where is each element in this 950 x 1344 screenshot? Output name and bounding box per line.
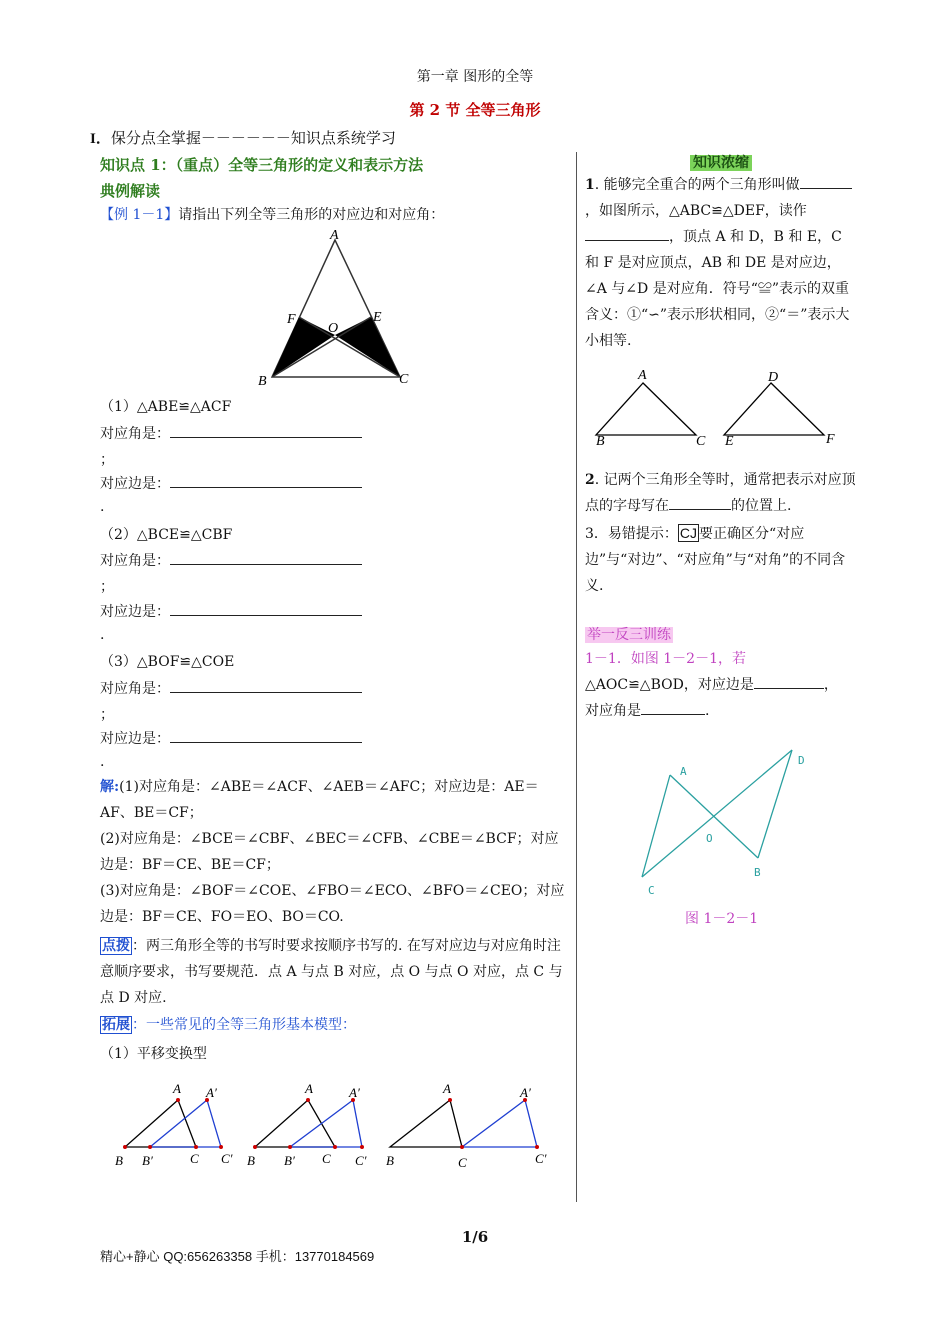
question-1-angle: 对应角是： (100, 423, 362, 443)
model-2 (247, 1081, 367, 1168)
example-heading: 典例解读 (100, 182, 161, 200)
summary-point-3: 3．易错提示： CJ 要正确区分“对应边”与“对边”、“对应角”与“对角”的不同含义. (585, 525, 846, 594)
m2-B: B (247, 1153, 255, 1168)
m1-A2: A′ (206, 1085, 217, 1100)
extension (100, 1012, 570, 1038)
m3-A: A (443, 1081, 451, 1096)
solution-line-2: (2)对应角是：∠BCE＝∠CBF、∠BEC＝∠CFB、∠CBE＝∠BCF；对应边是：BF＝CE、BE＝CF； (100, 831, 559, 873)
congruent-triangles-figure (250, 225, 420, 390)
answer-blank[interactable] (170, 475, 362, 488)
punct: ； (100, 579, 114, 595)
question-3-label: （3）△BOF≌△COE (100, 654, 235, 670)
punct: . (100, 627, 105, 643)
example-text: 请指出下列全等三角形的对应边和对应角： (178, 207, 445, 223)
answer-blank[interactable] (641, 702, 705, 715)
page-number: 1/6 (461, 1228, 489, 1246)
m3-B: B (386, 1153, 394, 1168)
question-3-side: 对应边是： (100, 728, 362, 748)
extension-label: 拓展 (102, 1017, 130, 1033)
punct: . (100, 499, 105, 515)
question-1-side: 对应边是： (100, 473, 362, 493)
extension-text: ：一些常见的全等三角形基本模型： (132, 1017, 356, 1033)
model-1-title: （1）平移变换型 (100, 1046, 207, 1062)
question-2-angle: 对应角是： (100, 550, 362, 570)
answer-blank[interactable] (170, 552, 362, 565)
answer-blank[interactable] (170, 425, 362, 438)
m2-B2: B′ (284, 1153, 295, 1168)
part-numeral: I． (90, 131, 111, 147)
column-divider (576, 152, 577, 1202)
figure-1-2-1 (630, 740, 820, 905)
solution (100, 774, 570, 930)
question-1-label: （1）△ABE≌△ACF (100, 399, 232, 415)
model-3 (386, 1081, 547, 1170)
summary-point-2: 2. 记两个三角形全等时，通常把表示对应顶点的字母写在 的位置上. (585, 472, 856, 514)
tri-F: F (826, 432, 835, 447)
label-A: A (330, 228, 339, 243)
part-text: 保分点全掌握－－－－－－知识点系统学习 (110, 129, 396, 147)
part-title (90, 127, 396, 148)
translation-models-figure (110, 1075, 550, 1175)
m1-A: A (173, 1081, 181, 1096)
m2-A: A (305, 1081, 313, 1096)
m2-C: C (322, 1151, 331, 1166)
tri-C: C (696, 434, 706, 449)
tri-A: A (638, 368, 647, 383)
figure-caption: 图 1－2－1 (685, 911, 759, 927)
section-title: 第 2 节 全等三角形 (409, 101, 541, 119)
tip-text: ：两三角形全等的书写时要求按顺序书写的. 在写对应边与对应角时注意顺序要求，书写要规范．点 A 与点 B 对应，点 O 与点 O 对应，点 C 与点 D 对应. (100, 938, 563, 1006)
tip (100, 933, 570, 1011)
cj-box: CJ (679, 525, 698, 541)
summary-tag: 知识浓缩 (690, 152, 752, 172)
shaded-triangle-left (272, 317, 335, 377)
m3-C: C (458, 1155, 467, 1170)
m2-C2: C′ (355, 1153, 367, 1168)
answer-blank[interactable] (170, 603, 362, 616)
punct: ； (100, 452, 114, 468)
answer-blank[interactable] (585, 228, 669, 241)
fig-D: D (798, 754, 805, 767)
question-3-angle: 对应角是： (100, 678, 362, 698)
tip-label: 点拨 (102, 938, 130, 954)
label-B: B (258, 374, 267, 389)
m1-C: C (190, 1151, 199, 1166)
knowledge-point-title: 知识点 1：（重点）全等三角形的定义和表示方法 (100, 156, 424, 174)
m1-B: B (115, 1153, 123, 1168)
fig-B: B (754, 866, 761, 879)
footer-contact: 精心+静心 QQ:656263358 手机：13770184569 (100, 1249, 375, 1264)
tri-E: E (725, 434, 734, 449)
congruent-triangles-abc-def (588, 365, 858, 450)
answer-blank[interactable] (170, 730, 362, 743)
tri-B: B (596, 434, 605, 449)
model-1 (115, 1081, 233, 1168)
question-2-side: 对应边是： (100, 601, 362, 621)
fig-A: A (680, 765, 687, 778)
answer-blank[interactable] (754, 676, 824, 689)
tri-D: D (768, 370, 779, 385)
chapter-header: 第一章 图形的全等 (416, 69, 534, 85)
punct: . (100, 754, 105, 770)
m2-A2: A′ (349, 1085, 360, 1100)
label-E: E (373, 310, 382, 325)
example-tag: 【例 1－1】 (100, 207, 179, 223)
summary-point-1: 1. 能够完全重合的两个三角形叫做，如图所示，△ABC≌△DEF，读作，顶点 A 和 D，B 和 E，C 和 F 是对应顶点，AB 和 DE 是对应边，∠A 与∠D 是对应角．符号“≌”表示的双重含义：①“∽”表示形状相同，②“＝”表示大小相等. (585, 172, 860, 354)
solution-line-3: (3)对应角是：∠BOF＝∠COE、∠FBO＝∠ECO、∠BFO＝∠CEO；对应边是：BF＝CE、FO＝EO、BO＝CO. (100, 883, 565, 925)
answer-blank[interactable] (170, 680, 362, 693)
label-O: O (328, 321, 339, 336)
punct: ； (100, 707, 114, 723)
fig-C: C (648, 884, 655, 897)
label-F: F (287, 312, 296, 327)
label-C: C (399, 372, 409, 387)
answer-blank[interactable] (832, 176, 852, 189)
example-prompt (100, 204, 444, 224)
shaded-triangle-right (335, 317, 400, 377)
fig-O: O (706, 832, 713, 845)
m3-C2: C′ (535, 1151, 547, 1166)
practice-exercise: 1－1．如图 1－2－1，若 △AOC≌△BOD，对应边是 ， 对应角是 . (585, 651, 838, 719)
question-2-label: （2）△BCE≌△CBF (100, 527, 233, 543)
solution-label: 解: (100, 779, 120, 795)
practice-tag: 举一反三训练 (587, 627, 671, 643)
answer-blank[interactable] (800, 176, 832, 189)
m1-B2: B′ (142, 1153, 153, 1168)
m3-A2: A′ (520, 1085, 531, 1100)
m1-C2: C′ (221, 1151, 233, 1166)
answer-blank[interactable] (669, 497, 731, 510)
exercise-head: 1－1．如图 1－2－1，若 (585, 651, 746, 667)
solution-line-1: (1)对应角是：∠ABE＝∠ACF、∠AEB＝∠AFC；对应边是：AE＝AF、BE＝CF； (100, 779, 539, 821)
